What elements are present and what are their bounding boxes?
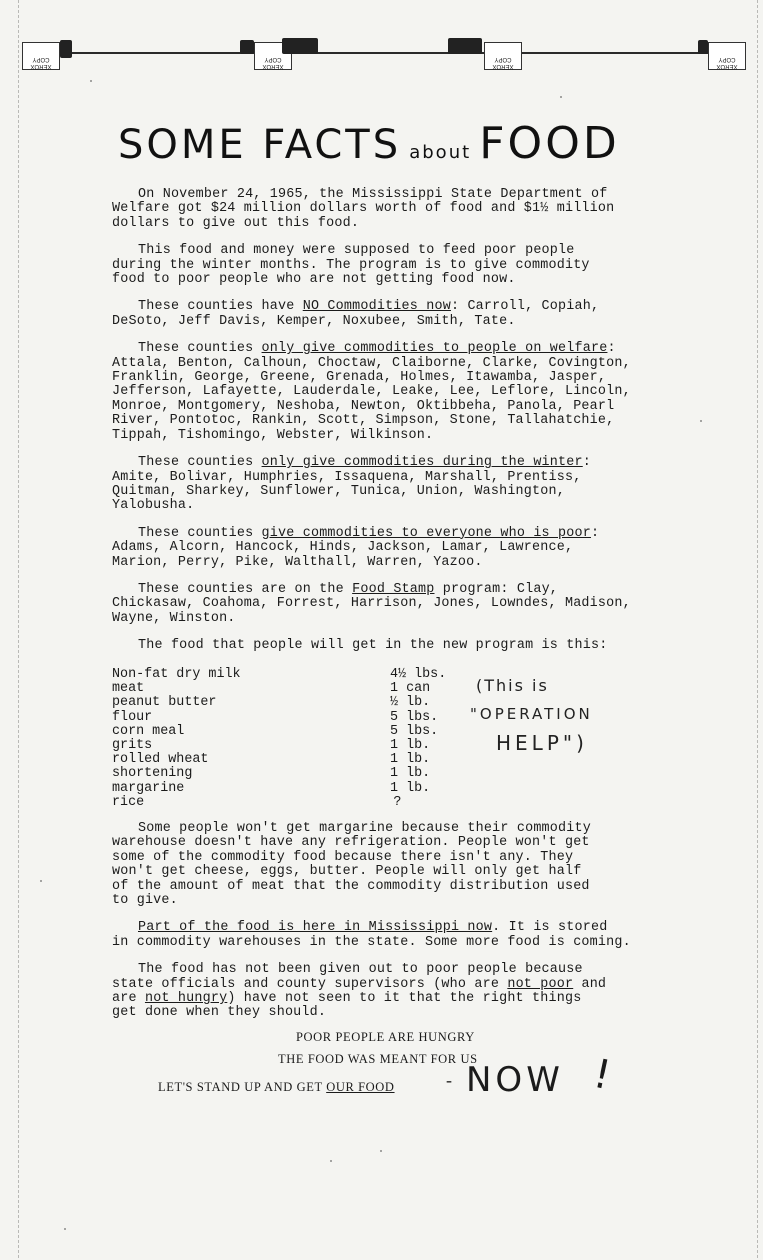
food-qty: 1 lb.: [390, 738, 431, 754]
paragraph: These counties only give commodities during the winter: Amite, Bolivar, Humphries, Issaquena, Marshall, Prentiss, Quitman, Sharkey, Sunflower, Tunica, Union, Washington, Yalobusha.: [112, 455, 591, 514]
paragraph: These counties give commodities to everyone who is poor: Adams, Alcorn, Hancock, Hinds, Jackson, Lamar, Lawrence, Marion, Perry, Pike, Walthall, Warren, Yazoo.: [112, 525, 600, 570]
food-row: [112, 767, 472, 781]
food-name: Non-fat dry milk: [112, 667, 241, 682]
food-name: margarine: [112, 780, 185, 796]
underlined-phrase: only give commodities during the winter: [261, 455, 583, 471]
food-qty: 1 lb.: [390, 780, 431, 796]
food-qty: 1 lb.: [390, 752, 431, 768]
speck: [40, 880, 42, 882]
food-row: [112, 682, 472, 696]
xerox-stamp: XEROX COPY: [22, 42, 60, 70]
food-name: corn meal: [112, 723, 185, 739]
paragraph: This food and money were supposed to feed poor people during the winter months. The program is to give commodity food to poor people who are not getting food now.: [112, 243, 590, 288]
food-row: [112, 668, 472, 682]
ink-blot: [448, 38, 482, 54]
food-qty: 1 can: [390, 681, 431, 697]
handwritten-now: NOW: [466, 1060, 564, 1100]
food-row: [112, 711, 472, 725]
exclamation-mark: !: [589, 1050, 616, 1100]
paragraph: The food that people will get in the new program is this:: [138, 638, 608, 654]
paragraph: On November 24, 1965, the Mississippi State Department of Welfare got $24 million dollars worth of food and $1½ million dollars to give out this food.: [112, 187, 615, 231]
title-part: SOME FACTS: [118, 122, 402, 168]
ink-blot: [240, 40, 254, 54]
paragraph: These counties only give commodities to people on welfare: Attala, Benton, Calhoun, Choctaw, Claiborne, Clarke, Covington, Franklin, George, Greene, Grenada, Holmes, Itawamba, Jasper, Jefferson, Lafayette, Lauderdale, Leake, Lee, Leflore, Lincoln, Monroe, Montgomery, Neshoba, Newton, Oktibbeha, Panola, Pearl River, Pontotoc, Rankin, Scott, Simpson, Stone, Tallahatchie, Tippah, Tishomingo, Webster, Wilkinson.: [112, 341, 631, 443]
speck: [64, 1228, 66, 1230]
handnote-line: "OPERATION: [470, 705, 593, 723]
underlined-phrase: only give commodities to people on welfare: [261, 341, 608, 357]
underlined-phrase: NO Commodities now: [302, 299, 451, 315]
closing-paragraphs: [112, 822, 682, 1034]
top-edge-rule: [22, 52, 742, 54]
food-list: [112, 668, 472, 810]
xerox-stamp: XEROX COPY: [484, 42, 522, 70]
dash-mark: -: [446, 1070, 453, 1090]
paragraph: Some people won't get margarine because their commodity warehouse doesn't have any refrigeration. People won't get some of the commodity food because there isn't any. They won't get cheese, eggs, butter. People will only get half of the amount of meat that the commodity distribution used to give.: [112, 821, 591, 909]
food-qty: 5 lbs.: [390, 723, 439, 739]
handnote-line: HELP"): [496, 731, 588, 755]
food-name: grits: [112, 738, 153, 754]
paragraph: These counties are on the Food Stamp program: Clay, Chickasaw, Coahoma, Forrest, Harrison, Jones, Lowndes, Madison, Wayne, Winston.: [112, 581, 631, 626]
underlined-phrase: OUR FOOD: [326, 1080, 395, 1094]
speck: [700, 420, 702, 422]
food-name: flour: [112, 709, 153, 725]
underlined-phrase: Part of the food is here in Mississippi now: [138, 920, 493, 936]
food-name: rolled wheat: [112, 752, 209, 768]
food-row: [112, 725, 472, 739]
food-qty: 5 lbs.: [390, 709, 439, 725]
handnote-line: (This is: [476, 676, 549, 695]
slogan-line: LET'S STAND UP AND GET OUR FOOD: [158, 1080, 395, 1094]
food-qty: ?: [393, 794, 402, 810]
ink-blot: [698, 40, 708, 54]
food-name: shortening: [112, 766, 193, 782]
ink-blot: [60, 40, 72, 58]
xerox-stamp: XEROX COPY: [254, 42, 292, 70]
paragraph: The food has not been given out to poor people because state officials and county supervisors (who are not poor and are not hungry) have not seen to it that the right things get done when they should.: [112, 962, 607, 1021]
underlined-phrase: Food Stamp: [352, 581, 435, 597]
food-name: peanut butter: [112, 695, 217, 711]
food-row: [112, 739, 472, 753]
page-title: [118, 118, 638, 178]
speck: [560, 96, 562, 98]
food-name: rice: [112, 794, 145, 810]
food-row: [112, 753, 472, 767]
food-qty: 4½ lbs.: [390, 667, 447, 682]
xerox-stamp: XEROX COPY: [708, 42, 746, 70]
food-qty: ½ lb.: [390, 695, 431, 711]
underlined-phrase: give commodities to everyone who is poor: [261, 525, 591, 541]
slogan-line: THE FOOD WAS MEANT FOR US: [278, 1052, 478, 1066]
speck: [90, 80, 92, 82]
food-row: [112, 796, 472, 810]
food-row: [112, 696, 472, 710]
slogan-line: POOR PEOPLE ARE HUNGRY: [296, 1030, 475, 1044]
underlined-phrase: not hungry: [144, 991, 228, 1007]
paragraph: Part of the food is here in Mississippi now. It is stored in commodity warehouses in the state. Some more food is coming.: [112, 920, 631, 950]
food-row: [112, 782, 472, 796]
title-part: FOOD: [479, 118, 620, 169]
food-name: meat: [112, 681, 145, 697]
food-qty: 1 lb.: [390, 766, 431, 782]
underlined-phrase: not poor: [507, 976, 574, 992]
speck: [380, 1150, 382, 1152]
title-part: about: [409, 142, 472, 163]
speck: [330, 1160, 332, 1162]
handwritten-note: [470, 676, 640, 755]
document-body: [112, 188, 682, 667]
paragraph: These counties have NO Commodities now: Carroll, Copiah, DeSoto, Jeff Davis, Kemper, Noxubee, Smith, Tate.: [112, 299, 600, 329]
ink-blot: [282, 38, 318, 54]
